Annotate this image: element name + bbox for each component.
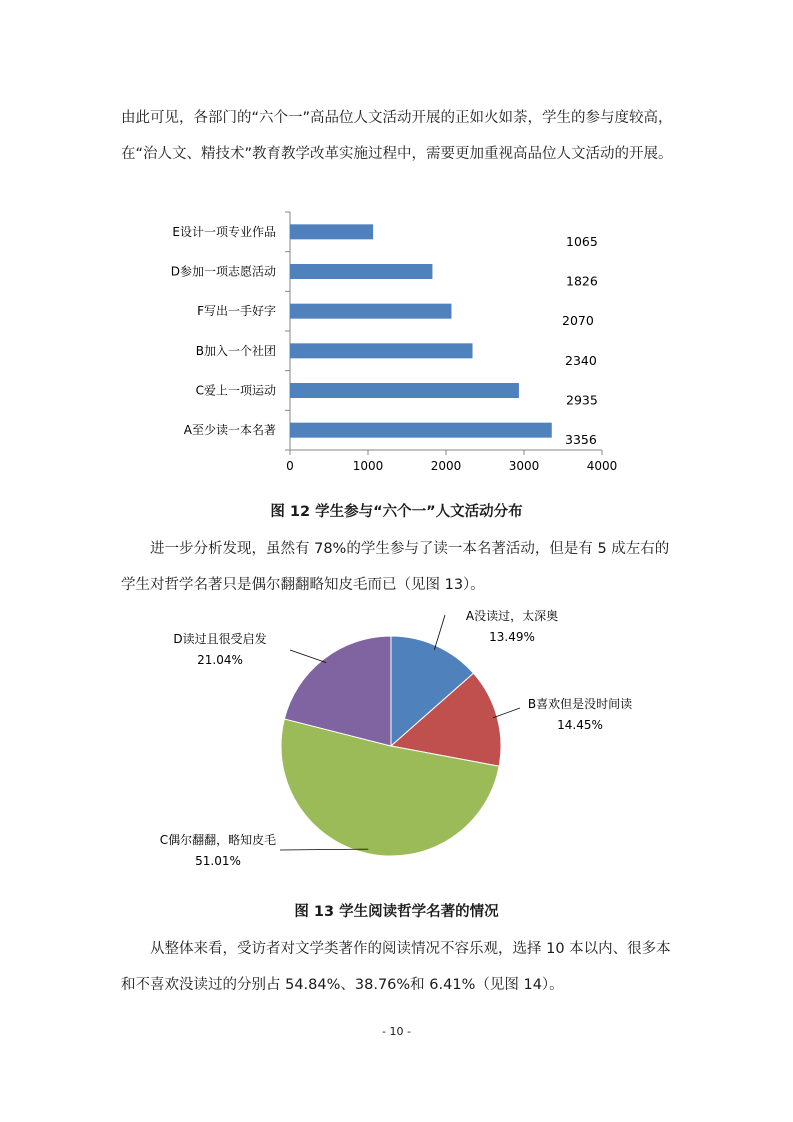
bar: [290, 224, 373, 239]
slice-value-label: 14.45%: [557, 718, 603, 732]
category-label: E设计一项专业作品: [172, 224, 276, 239]
value-label: 3356: [565, 432, 597, 448]
value-label: 1065: [566, 233, 598, 249]
page-number: - 10 -: [382, 1025, 411, 1038]
bar: [290, 383, 519, 398]
intro-paragraph: 由此可见，各部门的“六个一”高品位人文活动开展的正如火如荼，学生的参与度较高，在“治人文、精技术”教育教学改革实施过程中，需要更加重视高品位人文活动的开展。: [121, 110, 673, 162]
x-tick-label: 0: [286, 459, 294, 473]
category-label: A至少读一本名著: [183, 423, 276, 438]
leader-line: [434, 615, 445, 650]
category-label: F写出一手好字: [197, 304, 276, 319]
category-label: D参加一项志愿活动: [170, 264, 276, 279]
category-label: C爱上一项运动: [195, 383, 276, 398]
figure13-caption: 图 13 学生阅读哲学名著的情况: [294, 904, 499, 920]
value-label: 2340: [565, 352, 597, 368]
activity-bar-chart: [0, 200, 793, 490]
slice-value-label: 51.01%: [195, 854, 241, 868]
slice-label: B喜欢但是没时间读: [527, 697, 633, 711]
value-label: 1826: [566, 273, 598, 289]
slice-label: C偶尔翻翻，略知皮毛: [159, 833, 277, 847]
bar: [290, 423, 552, 438]
analysis-paragraph: 进一步分析发现，虽然有 78%的学生参与了读一本名著活动，但是有 5 成左右的学生对哲学名著只是偶尔翻翻略知皮毛而已（见图 13）。: [121, 541, 670, 593]
leader-line: [493, 708, 520, 718]
reading-pie-chart: [0, 605, 793, 885]
value-label: 2070: [562, 313, 594, 329]
slice-label: A没读过，太深奥: [465, 609, 559, 623]
figure12-caption: 图 12 学生参与“六个一”人文活动分布: [270, 504, 523, 520]
bar: [290, 264, 432, 279]
value-label: 2935: [566, 392, 598, 408]
x-tick-label: 2000: [430, 459, 462, 473]
slice-label: D读过且很受启发: [173, 632, 267, 646]
x-tick-label: 3000: [508, 459, 540, 473]
x-tick-label: 1000: [352, 459, 384, 473]
leader-line: [290, 650, 326, 663]
slice-value-label: 21.04%: [197, 653, 243, 667]
bar: [290, 304, 451, 319]
category-label: B加入一个社团: [195, 343, 276, 358]
slice-value-label: 13.49%: [489, 630, 535, 644]
bar: [290, 343, 473, 358]
x-tick-label: 4000: [586, 459, 618, 473]
overview-paragraph: 从整体来看，受访者对文学类著作的阅读情况不容乐观，选择 10 本以内、很多本和不喜欢没读过的分别占 54.84%、38.76%和 6.41%（见图 14）。: [121, 941, 671, 993]
